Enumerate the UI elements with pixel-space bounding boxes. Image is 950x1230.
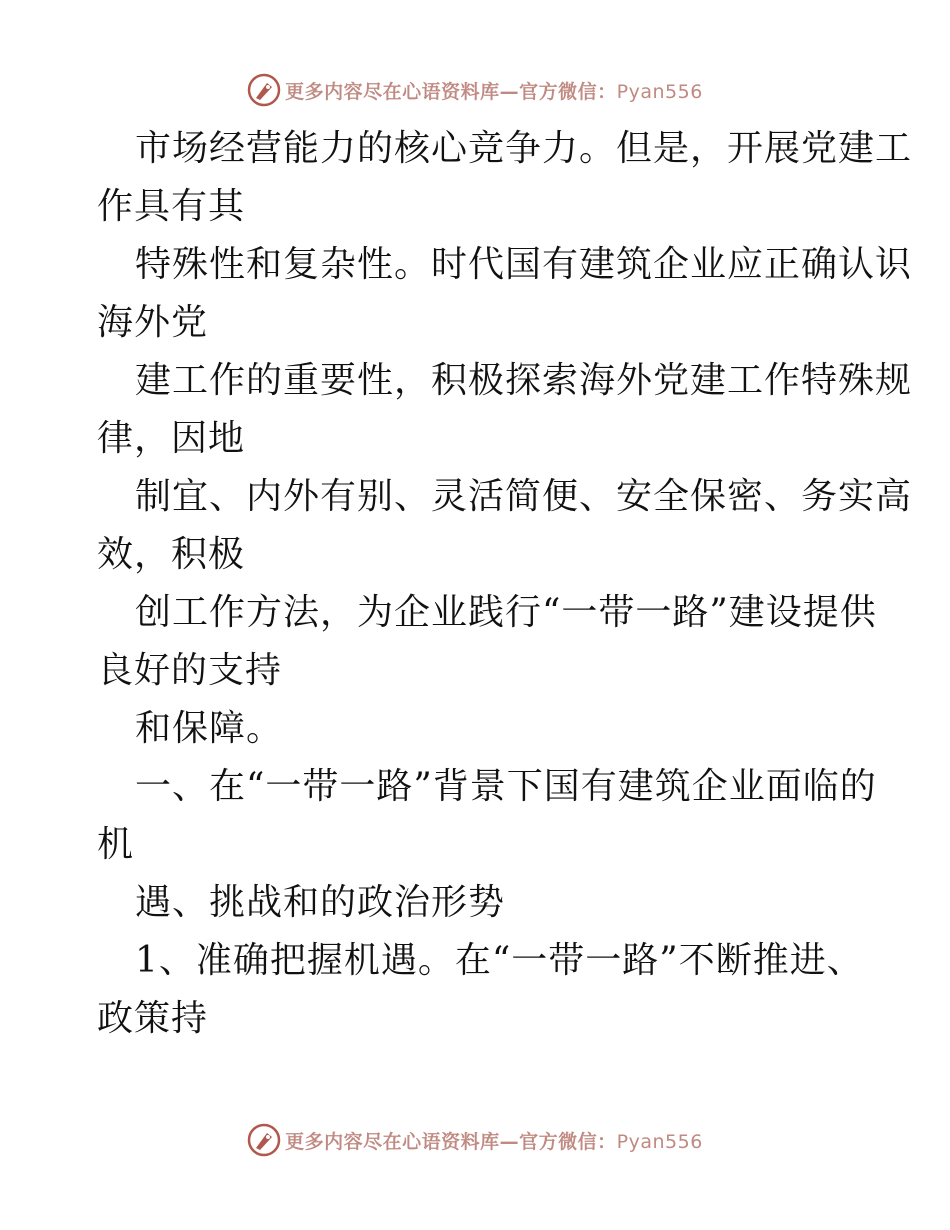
- text-line: 创工作方法，为企业践行“一带一路”建设提供: [135, 592, 877, 633]
- text-line: 机: [97, 824, 135, 865]
- paragraph: [97, 236, 913, 352]
- section-heading: [97, 758, 877, 874]
- header-watermark: [0, 70, 950, 110]
- watermark-text: 更多内容尽在心语资料库—官方微信：Pyan556: [285, 1130, 703, 1153]
- text-line: 律，因地: [97, 418, 246, 459]
- text-line: 良好的支持: [97, 650, 283, 691]
- pen-nib-icon: [247, 1123, 281, 1157]
- text-line: 海外党: [97, 302, 209, 343]
- pen-nib-icon: [247, 73, 281, 107]
- text-line: 效，积极: [97, 534, 246, 575]
- watermark-text: 更多内容尽在心语资料库—官方微信：Pyan556: [285, 80, 703, 103]
- text-line: 作具有其: [97, 186, 246, 227]
- document-body: [97, 120, 913, 1048]
- text-line: 市场经营能力的核心竞争力。但是，开展党建工: [135, 128, 913, 169]
- paragraph: [97, 584, 877, 700]
- text-line: 政策持: [97, 998, 209, 1039]
- paragraph: [97, 874, 857, 932]
- paragraph: [97, 932, 864, 1048]
- text-line: 建工作的重要性，积极探索海外党建工作特殊规: [135, 360, 913, 401]
- paragraph: [97, 468, 913, 584]
- footer-watermark: [0, 1120, 950, 1160]
- text-line: 特殊性和复杂性。时代国有建筑企业应正确认识: [135, 244, 913, 285]
- text-line: 遇、挑战和的政治形势: [135, 882, 506, 923]
- paragraph: [97, 120, 913, 236]
- paragraph: [97, 700, 857, 758]
- paragraph: [97, 352, 913, 468]
- text-line: 和保障。: [135, 708, 284, 749]
- text-line: 一、在“一带一路”背景下国有建筑企业面临的: [135, 766, 877, 807]
- text-line: 1、准确把握机遇。在“一带一路”不断推进、: [135, 940, 864, 981]
- text-line: 制宜、内外有别、灵活简便、安全保密、务实高: [135, 476, 913, 517]
